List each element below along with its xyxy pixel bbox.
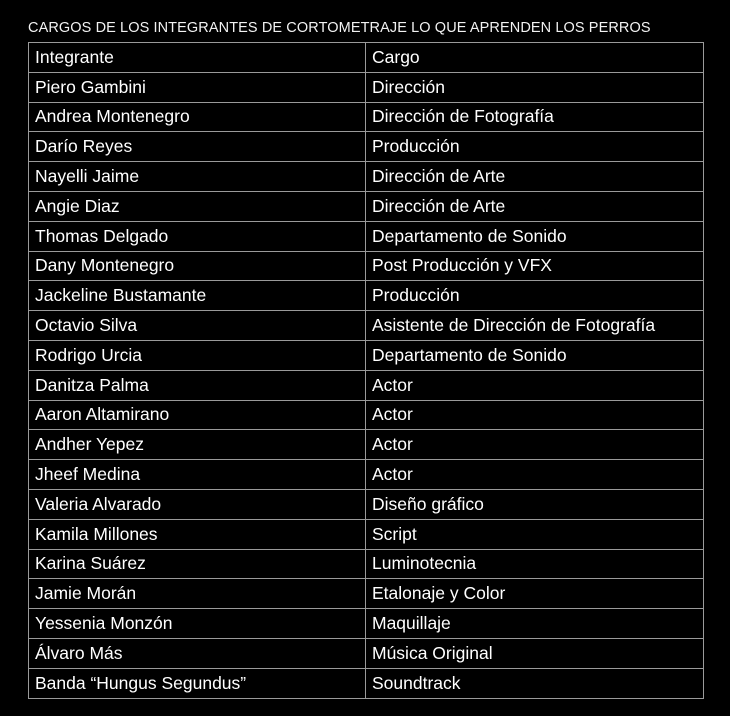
crew-table [28,42,704,699]
cell-cargo: Actor [366,400,704,430]
cell-integrante: Aaron Altamirano [29,400,366,430]
table-row [29,519,704,549]
cell-cargo: Post Producción y VFX [366,251,704,281]
page-title: CARGOS DE LOS INTEGRANTES DE CORTOMETRAJE LO QUE APRENDEN LOS PERROS [28,20,651,36]
cell-integrante: Jheef Medina [29,460,366,490]
cell-integrante: Nayelli Jaime [29,162,366,192]
table-row [29,102,704,132]
cell-cargo: Dirección de Arte [366,191,704,221]
cell-integrante: Octavio Silva [29,311,366,341]
cell-integrante: Andher Yepez [29,430,366,460]
table-row [29,430,704,460]
cell-integrante: Piero Gambini [29,72,366,102]
cell-integrante: Rodrigo Urcia [29,340,366,370]
table-row [29,72,704,102]
cell-cargo: Dirección de Fotografía [366,102,704,132]
table-row [29,549,704,579]
table-row [29,191,704,221]
cell-integrante: Thomas Delgado [29,221,366,251]
cell-integrante: Yessenia Monzón [29,609,366,639]
cell-integrante: Danitza Palma [29,370,366,400]
cell-cargo: Actor [366,430,704,460]
cell-cargo: Dirección [366,72,704,102]
cell-cargo: Actor [366,370,704,400]
table-row [29,221,704,251]
table-row [29,340,704,370]
table-header-row [29,43,704,73]
cell-integrante: Valeria Alvarado [29,489,366,519]
cell-integrante: Álvaro Más [29,638,366,668]
cell-integrante: Karina Suárez [29,549,366,579]
cell-cargo: Producción [366,281,704,311]
header-cargo: Cargo [366,43,704,73]
cell-cargo: Diseño gráfico [366,489,704,519]
cell-integrante: Banda “Hungus Segundus” [29,668,366,698]
cell-cargo: Departamento de Sonido [366,221,704,251]
table-row [29,579,704,609]
cell-cargo: Departamento de Sonido [366,340,704,370]
crew-table-body [29,43,704,699]
cell-cargo: Soundtrack [366,668,704,698]
cell-cargo: Actor [366,460,704,490]
table-row [29,251,704,281]
cell-integrante: Kamila Millones [29,519,366,549]
table-row [29,460,704,490]
cell-integrante: Angie Diaz [29,191,366,221]
cell-integrante: Dany Montenegro [29,251,366,281]
cell-cargo: Dirección de Arte [366,162,704,192]
cell-cargo: Música Original [366,638,704,668]
cell-cargo: Etalonaje y Color [366,579,704,609]
cell-integrante: Darío Reyes [29,132,366,162]
cell-cargo: Luminotecnia [366,549,704,579]
table-row [29,311,704,341]
cell-integrante: Jackeline Bustamante [29,281,366,311]
table-row [29,281,704,311]
cell-integrante: Andrea Montenegro [29,102,366,132]
table-row [29,132,704,162]
header-integrante: Integrante [29,43,366,73]
table-row [29,668,704,698]
cell-cargo: Asistente de Dirección de Fotografía [366,311,704,341]
cell-cargo: Producción [366,132,704,162]
table-row [29,370,704,400]
table-row [29,489,704,519]
cell-cargo: Maquillaje [366,609,704,639]
table-row [29,162,704,192]
table-row [29,638,704,668]
cell-integrante: Jamie Morán [29,579,366,609]
table-row [29,400,704,430]
table-row [29,609,704,639]
cell-cargo: Script [366,519,704,549]
